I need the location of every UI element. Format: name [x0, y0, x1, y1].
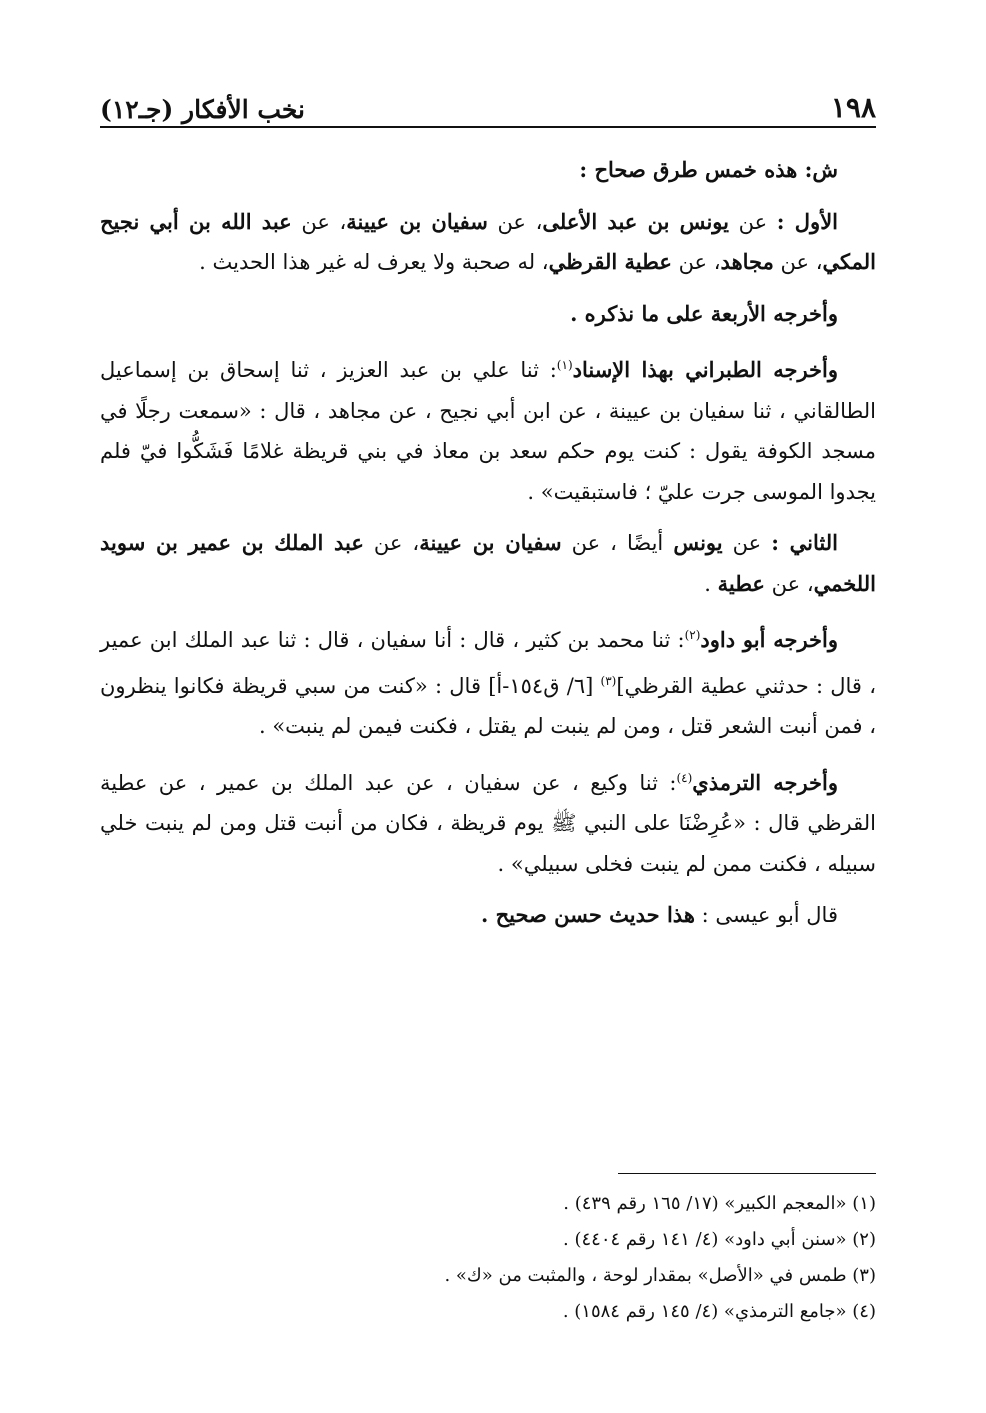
- page-header: [100, 82, 876, 122]
- bold-phrase: عبد الملك بن عمير بن سويد اللخمي: [100, 530, 876, 596]
- bold-phrase: سفيان بن عيينة: [419, 530, 562, 555]
- paragraph-6: [100, 615, 876, 747]
- bold-phrase: يونس: [673, 530, 723, 555]
- text-run: ، عن: [487, 209, 543, 234]
- text-run: ، عن: [764, 571, 814, 596]
- book-title: نخب الأفكار (جـ١٢): [100, 95, 306, 124]
- text-run: ، عن: [291, 209, 347, 234]
- text-run: : ثنا محمد بن كثير ، قال : أنا سفيان ، قال : ثنا عبد الملك ابن عمير ، قال : حدثني عطية القرظي]: [100, 628, 876, 698]
- bold-phrase: عبد الله بن أبي نجيح المكي: [100, 208, 876, 274]
- bold-phrase: وأخرجه الطبراني بهذا الإسناد: [572, 357, 838, 382]
- footnote-4: (٤) «جامع الترمذي» (٤/ ١٤٥ رقم ١٥٨٤) .: [562, 1301, 876, 1322]
- footnote-ref: (٣): [600, 673, 617, 688]
- paragraph-5: [100, 523, 876, 604]
- text-run: : ثنا علي بن عبد العزيز ، ثنا إسحاق بن إسماعيل الطالقاني ، ثنا سفيان بن عيينة ، عن ابن أبي نجيح ، عن مجاهد ، قال : «سمعت رجلًا في مسجد الكوفة يقول : كنت يوم حكم سعد بن معاذ في بني قريظة غلامًا فَشَكُّوا فيّ فلم يجدوا الموسى جرت عليّ ؛ فاستبقيت» .: [100, 358, 876, 504]
- bold-phrase: سفيان بن عيينة: [346, 208, 488, 234]
- bold-phrase: وأخرجه الأربعة على ما نذكره .: [570, 300, 838, 326]
- main-text: [100, 150, 876, 947]
- bold-phrase: وأخرجه الترمذي: [692, 769, 838, 795]
- bold-phrase: عطية: [717, 570, 765, 596]
- bold-phrase: وأخرجه أبو داود: [700, 627, 838, 652]
- paragraph-4: [100, 345, 876, 512]
- bold-phrase: هذا حديث حسن صحيح .: [480, 902, 695, 927]
- text-run: ، عن: [773, 250, 823, 274]
- footnote-divider: [618, 1173, 876, 1174]
- footnote-ref: (٤): [676, 770, 693, 785]
- bold-phrase: يونس بن عبد الأعلى: [542, 208, 729, 234]
- text-run: [٦/ ق١٥٤-أ] قال : «كنت من سبي قريظة فكانوا ينظرون ، فمن أنبت الشعر قتل ، ومن لم ينبت لم يقتل ، فكنت فيمن لم ينبت» .: [100, 673, 876, 738]
- bold-phrase: الثاني :: [771, 530, 838, 555]
- paragraph-2: [100, 202, 876, 283]
- bold-phrase: ش: هذه خمس طرق صحاح :: [579, 157, 838, 182]
- text-run: قال أبو عيسى :: [694, 903, 838, 927]
- paragraph-1: [100, 150, 876, 191]
- text-run: .: [704, 571, 718, 596]
- footnote-ref: (١): [556, 358, 573, 372]
- footnote-1: (١) «المعجم الكبير» (١٧/ ١٦٥ رقم ٤٣٩) .: [563, 1193, 876, 1214]
- header-divider: [100, 126, 876, 128]
- text-run: أيضًا ، عن: [561, 531, 674, 555]
- text-run: ، له صحبة ولا يعرف له غير هذا الحديث .: [199, 250, 549, 274]
- paragraph-3: [100, 294, 876, 335]
- footnote-3: (٣) طمس في «الأصل» بمقدار لوحة ، والمثبت من «ك» .: [444, 1265, 876, 1286]
- paragraph-7: [100, 758, 876, 885]
- bold-phrase: عطية القرظي: [548, 249, 672, 274]
- page-number: ١٩٨: [830, 91, 876, 124]
- paragraph-8: [100, 895, 876, 936]
- text-run: : ثنا وكيع ، عن سفيان ، عن عبد الملك بن عمير ، عن عطية القرظي قال : «عُرِضْنَا على النبي ﷺ يوم قريظة ، فكان من أنبت قتل ومن لم ينبت خلي سبيله ، فكنت ممن لم ينبت فخلى سبيلي» .: [100, 770, 876, 876]
- text-run: عن: [722, 531, 772, 555]
- text-run: عن: [729, 209, 777, 234]
- text-run: ، عن: [363, 531, 420, 555]
- footnotes: [100, 1186, 876, 1330]
- bold-phrase: الأول :: [776, 208, 839, 234]
- footnote-ref: (٢): [684, 628, 701, 642]
- text-run: ، عن: [671, 250, 721, 274]
- bold-phrase: مجاهد: [720, 249, 774, 274]
- footnote-2: (٢) «سنن أبي داود» (٤/ ١٤١ رقم ٤٤٠٤) .: [563, 1229, 876, 1250]
